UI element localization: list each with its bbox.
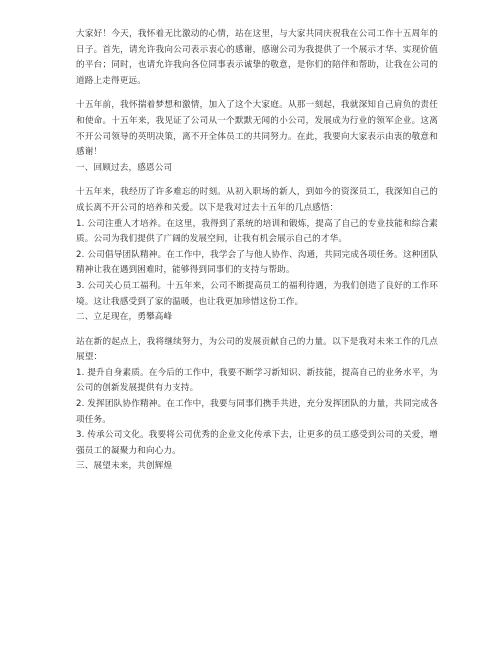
section-2-item-3: 3. 传承公司文化。我要将公司优秀的企业文化传承下去，让更多的员工感受到公司的关爱，增强员工的凝聚力和向心力。 <box>76 430 438 456</box>
section-3-heading: 三、展望未来，共创辉煌 <box>76 461 173 472</box>
section-1-intro: 十五年来，我经历了许多难忘的时刻。从初入职场的新人，到如今的资深员工，我深知自己的成长离不开公司的培养和关爱。以下是我对过去十五年的几点感悟： <box>76 187 438 213</box>
section-2-heading: 二、立足现在，勇攀高峰 <box>76 312 173 323</box>
document-page <box>76 27 438 475</box>
intro-paragraph-1: 大家好！今天，我怀着无比激动的心情，站在这里，与大家共同庆祝我在公司工作十五周年的日子。首先，请允许我向公司表示衷心的感谢，感谢公司为我提供了一个展示才华、实现价值的平台；同时，也请允许我向各位同事表示诚挚的敬意，是你们的陪伴和帮助，让我在公司的道路上走得更远。 <box>76 29 438 86</box>
intro-paragraph-2: 十五年前，我怀揣着梦想和激情，加入了这个大家庭。从那一刻起，我就深知自己肩负的责任和使命。十五年来，我见证了公司从一个默默无闻的小公司，发展成为行业的领军企业。这离不开公司领导的英明决策，离不开全体员工的共同努力。在此，我要向大家表示由衷的敬意和感谢！ <box>76 100 438 158</box>
section-2-item-2: 2. 发挥团队协作精神。在工作中，我要与同事们携手共进，充分发挥团队的力量，共同完成各项任务。 <box>76 399 438 425</box>
section-1-item-1: 1. 公司注重人才培养。在这里，我得到了系统的培训和锻炼，提高了自己的专业技能和综合素质。公司为我们提供了广阔的发展空间，让我有机会展示自己的才华。 <box>76 218 438 245</box>
section-2-intro: 站在新的起点上，我将继续努力，为公司的发展贡献自己的力量。以下是我对未来工作的几点展望： <box>76 336 438 363</box>
section-2-item-1: 1. 提升自身素质。在今后的工作中，我要不断学习新知识、新技能，提高自己的业务水平，为公司的创新发展提供有力支持。 <box>76 367 438 394</box>
section-1-item-3: 3. 公司关心员工福利。十五年来，公司不断提高员工的福利待遇，为我们创造了良好的工作环境。这让我感受到了家的温暖，也让我更加珍惜这份工作。 <box>76 280 438 307</box>
section-1-item-2: 2. 公司倡导团队精神。在工作中，我学会了与他人协作、沟通，共同完成各项任务。这种团队精神让我在遇到困难时，能够得到同事们的支持与帮助。 <box>76 249 438 276</box>
section-1-heading: 一、回顾过去，感恩公司 <box>76 162 173 173</box>
